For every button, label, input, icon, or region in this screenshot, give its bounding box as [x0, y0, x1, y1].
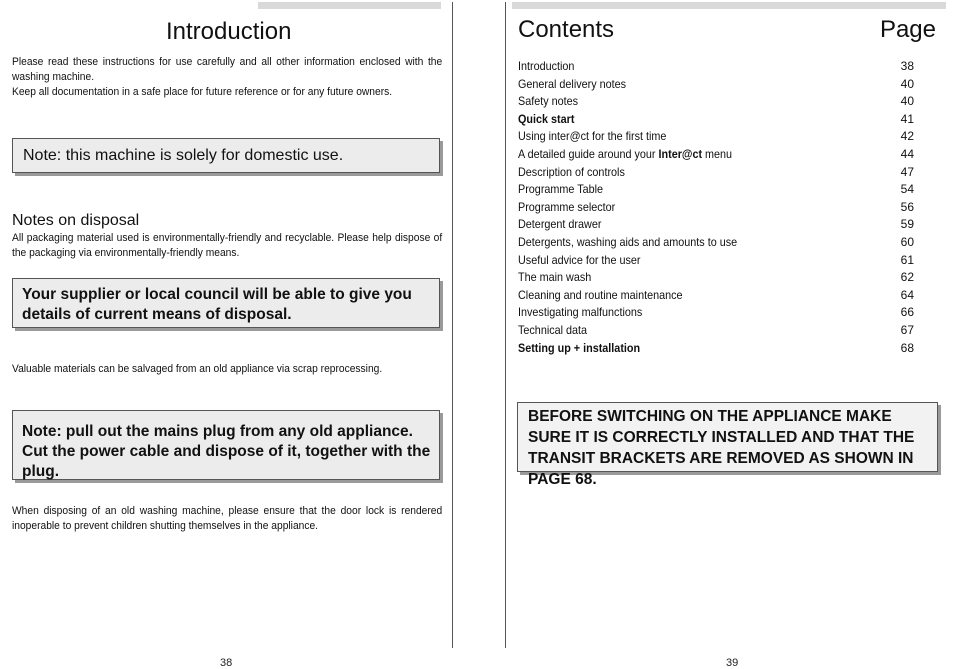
toc-entry-label: Setting up + installation — [518, 340, 641, 355]
page-edge-rule — [452, 2, 453, 648]
toc-entry — [518, 58, 914, 76]
installation-warning-box — [517, 402, 938, 488]
toc-entry — [518, 269, 914, 287]
intro-paragraph — [12, 55, 442, 100]
toc-entry — [518, 304, 914, 322]
toc-entry-page: 42 — [900, 129, 914, 144]
toc-entry-label: A detailed guide around your Inter@ct menu — [518, 146, 733, 161]
mains-note-text: Note: pull out the mains plug from any old appliance. Cut the power cable and dispose of it, together with the plug. — [22, 423, 431, 480]
toc-entry — [518, 340, 914, 358]
toc-entry-label: Technical data — [518, 322, 588, 337]
toc-entry-label: Programme Table — [518, 182, 604, 197]
toc-entry-label: Introduction — [518, 59, 575, 73]
mains-note-box — [12, 410, 440, 480]
toc-entry-page: 40 — [900, 76, 914, 91]
supplier-note-box — [12, 278, 440, 328]
toc-entry-label: The main wash — [518, 270, 592, 285]
toc-entry-label: Useful advice for the user — [518, 252, 641, 267]
toc-entry-page: 56 — [900, 199, 914, 214]
contents-title: Contents — [518, 16, 615, 43]
table-of-contents — [518, 58, 914, 357]
toc-entry-page: 54 — [900, 182, 914, 197]
disposal-heading: Notes on disposal — [12, 212, 140, 229]
toc-entry — [518, 252, 914, 270]
toc-entry — [518, 76, 914, 94]
domestic-note-text: Note: this machine is solely for domestic use. — [23, 147, 344, 164]
toc-entry — [518, 128, 914, 146]
toc-entry-page: 59 — [900, 217, 914, 232]
header-bar — [258, 2, 441, 9]
toc-entry — [518, 164, 914, 182]
toc-entry-page: 67 — [900, 322, 914, 337]
toc-entry-page: 41 — [900, 111, 914, 126]
toc-entry — [518, 322, 914, 340]
door-lock-text: When disposing of an old washing machine, please ensure that the door lock is rendered inoperable to prevent children shutting themselves in the appliance. — [12, 505, 443, 532]
toc-entry-label: Detergent drawer — [518, 217, 602, 232]
toc-entry-label: Quick start — [518, 111, 575, 126]
toc-entry-label: Using inter@ct for the first time — [518, 129, 667, 144]
toc-entry-label: Detergents, washing aids and amounts to use — [518, 234, 738, 249]
toc-entry-label: Programme selector — [518, 199, 616, 214]
toc-entry-page: 60 — [900, 234, 914, 249]
toc-entry-page: 47 — [900, 164, 914, 179]
toc-entry-page: 64 — [900, 287, 914, 302]
toc-entry — [518, 234, 914, 252]
toc-entry — [518, 93, 914, 111]
disposal-text: All packaging material used is environmentally-friendly and recyclable. Please help dispose of the packaging via environmentally-friendly means. — [12, 232, 443, 259]
toc-entry-label: General delivery notes — [518, 76, 627, 91]
contents-header — [518, 16, 936, 48]
valuable-materials-text: Valuable materials can be salvaged from an old appliance via scrap reprocessing. — [12, 363, 383, 375]
toc-entry — [518, 181, 914, 199]
toc-entry — [518, 199, 914, 217]
toc-entry-page: 61 — [900, 252, 914, 267]
toc-entry-page: 68 — [900, 340, 914, 355]
page-number-left: 38 — [220, 657, 233, 669]
installation-warning-text: BEFORE SWITCHING ON THE APPLIANCE MAKE SURE IT IS CORRECTLY INSTALLED AND THAT THE TRANSIT BRACKETS ARE REMOVED AS SHOWN IN PAGE 68. — [528, 408, 915, 488]
page-number-right: 39 — [726, 657, 739, 669]
toc-entry-label: Description of controls — [518, 164, 625, 179]
toc-entry-page: 44 — [900, 146, 914, 161]
page-title: Introduction — [166, 18, 292, 45]
right-page — [504, 0, 959, 667]
toc-entry-page: 66 — [900, 305, 914, 320]
header-bar — [512, 2, 946, 9]
supplier-note-text: Your supplier or local council will be able to give you details of current means of disposal. — [22, 286, 412, 323]
page-column-title: Page — [879, 16, 936, 43]
domestic-note-box — [12, 138, 440, 173]
toc-entry-page: 40 — [900, 94, 914, 109]
toc-entry-page: 38 — [900, 59, 914, 73]
toc-entry — [518, 216, 914, 234]
toc-entry-label: Safety notes — [518, 94, 579, 109]
toc-entry-page: 62 — [900, 270, 914, 285]
intro-line-1: Please read these instructions for use carefully and all other information enclosed with the washing machine. — [12, 56, 443, 83]
toc-entry — [518, 146, 914, 164]
intro-line-2: Keep all documentation in a safe place for future reference or for any future owners. — [12, 86, 393, 98]
page-edge-rule — [505, 2, 506, 648]
toc-entry — [518, 287, 914, 305]
toc-entry-label: Investigating malfunctions — [518, 305, 643, 320]
left-page — [0, 0, 455, 667]
toc-entry — [518, 111, 914, 129]
toc-entry-label: Cleaning and routine maintenance — [518, 287, 683, 302]
